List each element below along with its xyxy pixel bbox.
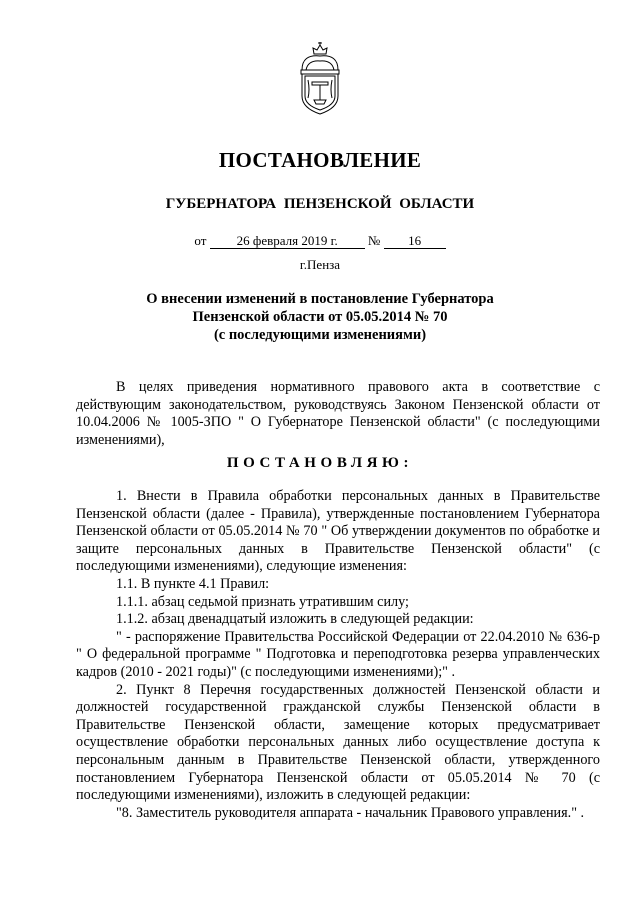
document-number: 16	[384, 234, 446, 249]
decree-items	[76, 488, 600, 822]
issuer-subtitle: ГУБЕРНАТОРА ПЕНЗЕНСКОЙ ОБЛАСТИ	[165, 196, 475, 212]
city-name: г.Пенза	[299, 257, 341, 272]
item-paragraph: 1.1. В пункте 4.1 Правил:	[116, 575, 270, 592]
document-heading	[0, 290, 640, 344]
item-paragraph: 1. Внести в Правила обработки персональных данных в Правительстве Пензенской области (далее - Правила), утвержденные постановлением Губернатора Пензенской области от 05.05.2014 № 70 " Об утверждении документов по обработке и защите персональных данных в Правительстве Пензенской области" (с последующими изменениями), следующие изменения:	[76, 488, 600, 575]
item-paragraph: " - распоряжение Правительства Российской Федерации от 22.04.2010 № 636-р " О федеральной программе " Подготовка и переподготовка резерва управленческих кадров (2010 - 2021 годы)" (с последующими изменениями);" .	[76, 628, 600, 680]
heading-line: Пензенской области от 05.05.2014 № 70	[192, 309, 448, 325]
item-paragraph: 1.1.2. абзац двенадцатый изложить в следующей редакции:	[116, 611, 474, 628]
date-number-line	[0, 233, 640, 249]
preamble-paragraph: В целях приведения нормативного правового акта в соответствие с действующим законодательством, руководствуясь Законом Пензенской области от 10.04.2006 № 1005-ЗПО " О Губернаторе Пензенской области" (с последующими изменениями),	[76, 379, 600, 448]
penza-coat-of-arms-icon	[296, 40, 344, 116]
document-date: 26 февраля 2019 г.	[210, 234, 365, 249]
preamble-block	[76, 379, 600, 449]
item-paragraph: 1.1.1. абзац седьмой признать утратившим силу;	[116, 593, 409, 610]
date-prefix: от	[194, 233, 207, 248]
number-sign: №	[367, 233, 381, 248]
item-paragraph: 2. Пункт 8 Перечня государственных должностей Пензенской области и должностей государственной гражданской службы Пензенской области в Правительстве Пензенской области, замещение которых предусматривает осуществление обработки персональных данных либо осуществление доступа к персональным данным в Правительстве Пензенской области, утвержденного постановлением Губернатора Пензенской области от 05.05.2014 № 70 (с последующими изменениями), изложить в следующей редакции:	[76, 681, 600, 804]
heading-line: О внесении изменений в постановление Губернатора	[146, 291, 494, 307]
decree-word: ПОСТАНОВЛЯЮ:	[226, 455, 414, 471]
heading-line: (с последующими изменениями)	[213, 327, 427, 343]
document-title: ПОСТАНОВЛЕНИЕ	[218, 148, 422, 172]
item-paragraph: "8. Заместитель руководителя аппарата - начальник Правового управления." .	[116, 804, 585, 821]
